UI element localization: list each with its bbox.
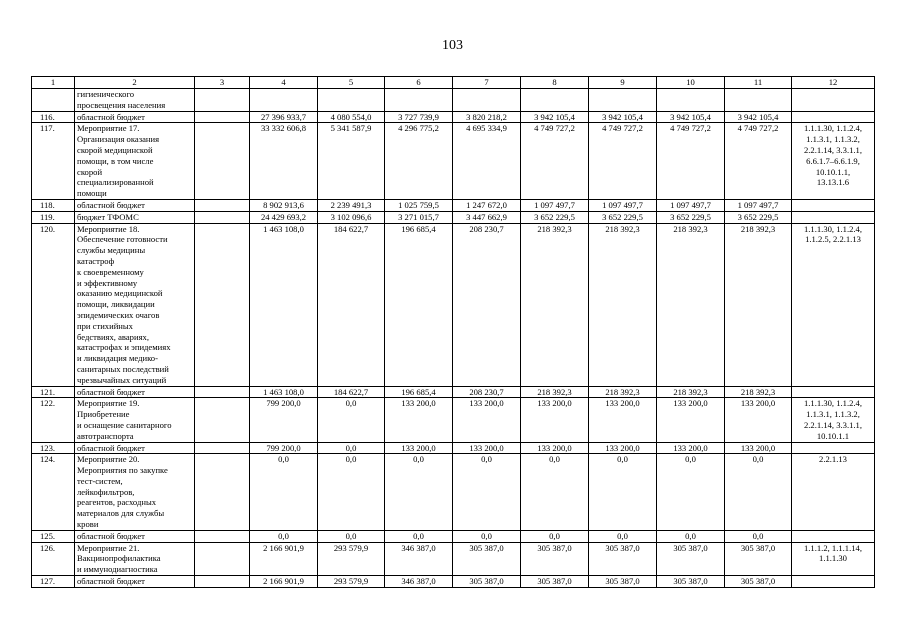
row-number: 119. xyxy=(32,211,75,223)
row-name: Мероприятие 18. Обеспечение готовности службы медицины катастроф к своевременному и эффективному оказанию медицинской помощи, ликвидации эпидемических очагов при стихийных бедствиях, авариях, катастрофах и эпидемиях и ликвидация медико- санитарных последствий чрезвычайных ситуаций xyxy=(75,223,195,386)
indicator-codes xyxy=(792,530,875,542)
amount-cell: 5 341 587,9 xyxy=(318,123,385,200)
amount-cell: 3 652 229,5 xyxy=(657,211,725,223)
cell-col3 xyxy=(195,211,250,223)
indicator-codes xyxy=(792,89,875,112)
indicator-codes: 2.2.1.13 xyxy=(792,454,875,531)
row-number: 121. xyxy=(32,386,75,398)
amount-cell: 3 652 229,5 xyxy=(589,211,657,223)
cell-col3 xyxy=(195,576,250,588)
indicator-codes xyxy=(792,211,875,223)
row-number: 118. xyxy=(32,199,75,211)
amount-cell: 305 387,0 xyxy=(453,576,521,588)
amount-cell: 0,0 xyxy=(453,530,521,542)
cell-col3 xyxy=(195,199,250,211)
amount-cell xyxy=(453,89,521,112)
column-header: 11 xyxy=(725,77,792,89)
row-number xyxy=(32,89,75,112)
table-row xyxy=(32,576,875,588)
amount-cell: 1 097 497,7 xyxy=(521,199,589,211)
amount-cell: 0,0 xyxy=(250,530,318,542)
column-header: 7 xyxy=(453,77,521,89)
amount-cell: 0,0 xyxy=(318,530,385,542)
amount-cell: 293 579,9 xyxy=(318,542,385,575)
amount-cell: 0,0 xyxy=(521,454,589,531)
column-header: 8 xyxy=(521,77,589,89)
amount-cell: 3 102 096,6 xyxy=(318,211,385,223)
cell-col3 xyxy=(195,223,250,386)
amount-cell: 3 942 105,4 xyxy=(725,111,792,123)
amount-cell: 1 097 497,7 xyxy=(589,199,657,211)
row-number: 117. xyxy=(32,123,75,200)
amount-cell: 27 396 933,7 xyxy=(250,111,318,123)
table-row xyxy=(32,211,875,223)
amount-cell: 0,0 xyxy=(589,454,657,531)
amount-cell: 133 200,0 xyxy=(657,442,725,454)
table-row xyxy=(32,111,875,123)
amount-cell: 184 622,7 xyxy=(318,223,385,386)
amount-cell: 133 200,0 xyxy=(521,442,589,454)
amount-cell: 0,0 xyxy=(657,454,725,531)
cell-col3 xyxy=(195,530,250,542)
amount-cell: 208 230,7 xyxy=(453,223,521,386)
table-row xyxy=(32,386,875,398)
amount-cell: 133 200,0 xyxy=(589,442,657,454)
amount-cell: 33 332 606,8 xyxy=(250,123,318,200)
indicator-codes xyxy=(792,576,875,588)
amount-cell: 305 387,0 xyxy=(657,576,725,588)
row-number: 124. xyxy=(32,454,75,531)
amount-cell: 133 200,0 xyxy=(725,442,792,454)
cell-col3 xyxy=(195,89,250,112)
amount-cell: 218 392,3 xyxy=(589,223,657,386)
amount-cell: 133 200,0 xyxy=(589,398,657,442)
amount-cell: 24 429 693,2 xyxy=(250,211,318,223)
amount-cell: 4 749 727,2 xyxy=(589,123,657,200)
amount-cell: 799 200,0 xyxy=(250,442,318,454)
indicator-codes: 1.1.1.30, 1.1.2.4, 1.1.3.1, 1.1.3.2, 2.2.1.14, 3.3.1.1, 6.6.1.7–6.6.1.9, 10.10.1.1, 13.13.1.6 xyxy=(792,123,875,200)
amount-cell: 3 942 105,4 xyxy=(657,111,725,123)
row-name: областной бюджет xyxy=(75,442,195,454)
table-row xyxy=(32,89,875,112)
amount-cell: 8 902 913,6 xyxy=(250,199,318,211)
amount-cell: 305 387,0 xyxy=(725,576,792,588)
amount-cell: 0,0 xyxy=(725,530,792,542)
row-name: Мероприятие 19. Приобретение и оснащение санитарного автотранспорта xyxy=(75,398,195,442)
amount-cell: 218 392,3 xyxy=(521,386,589,398)
row-name: гигиенического просвещения населения xyxy=(75,89,195,112)
table-row xyxy=(32,454,875,531)
amount-cell: 3 727 739,9 xyxy=(385,111,453,123)
amount-cell xyxy=(318,89,385,112)
amount-cell: 799 200,0 xyxy=(250,398,318,442)
cell-col3 xyxy=(195,542,250,575)
table-row xyxy=(32,542,875,575)
amount-cell xyxy=(657,89,725,112)
amount-cell: 3 271 015,7 xyxy=(385,211,453,223)
amount-cell: 2 166 901,9 xyxy=(250,542,318,575)
column-header: 3 xyxy=(195,77,250,89)
amount-cell: 218 392,3 xyxy=(725,223,792,386)
table-row xyxy=(32,199,875,211)
amount-cell: 0,0 xyxy=(385,454,453,531)
row-number: 122. xyxy=(32,398,75,442)
row-number: 116. xyxy=(32,111,75,123)
amount-cell: 1 463 108,0 xyxy=(250,386,318,398)
table-row xyxy=(32,530,875,542)
cell-col3 xyxy=(195,454,250,531)
column-number-row xyxy=(32,77,875,89)
amount-cell: 0,0 xyxy=(250,454,318,531)
cell-col3 xyxy=(195,123,250,200)
amount-cell: 218 392,3 xyxy=(657,223,725,386)
amount-cell: 133 200,0 xyxy=(453,442,521,454)
amount-cell: 305 387,0 xyxy=(453,542,521,575)
amount-cell: 3 942 105,4 xyxy=(589,111,657,123)
cell-col3 xyxy=(195,442,250,454)
amount-cell: 3 652 229,5 xyxy=(725,211,792,223)
indicator-codes xyxy=(792,442,875,454)
amount-cell: 4 296 775,2 xyxy=(385,123,453,200)
amount-cell: 133 200,0 xyxy=(725,398,792,442)
amount-cell: 1 025 759,5 xyxy=(385,199,453,211)
indicator-codes: 1.1.1.2, 1.1.1.14, 1.1.1.30 xyxy=(792,542,875,575)
indicator-codes xyxy=(792,386,875,398)
row-name: Мероприятие 17. Организация оказания скорой медицинской помощи, в том числе скорой специализированной помощи xyxy=(75,123,195,200)
amount-cell: 184 622,7 xyxy=(318,386,385,398)
amount-cell: 305 387,0 xyxy=(589,542,657,575)
amount-cell: 1 097 497,7 xyxy=(657,199,725,211)
amount-cell: 2 166 901,9 xyxy=(250,576,318,588)
row-number: 127. xyxy=(32,576,75,588)
cell-col3 xyxy=(195,386,250,398)
amount-cell: 218 392,3 xyxy=(657,386,725,398)
amount-cell: 4 749 727,2 xyxy=(521,123,589,200)
amount-cell: 133 200,0 xyxy=(385,442,453,454)
cell-col3 xyxy=(195,111,250,123)
amount-cell: 0,0 xyxy=(725,454,792,531)
amount-cell: 305 387,0 xyxy=(521,576,589,588)
amount-cell: 3 820 218,2 xyxy=(453,111,521,123)
amount-cell: 1 097 497,7 xyxy=(725,199,792,211)
column-header: 1 xyxy=(32,77,75,89)
column-header: 12 xyxy=(792,77,875,89)
amount-cell xyxy=(250,89,318,112)
amount-cell xyxy=(385,89,453,112)
amount-cell: 346 387,0 xyxy=(385,576,453,588)
amount-cell: 305 387,0 xyxy=(521,542,589,575)
row-name: Мероприятие 21. Вакцинопрофилактика и иммунодиагностика xyxy=(75,542,195,575)
table-row xyxy=(32,398,875,442)
amount-cell: 0,0 xyxy=(521,530,589,542)
amount-cell: 0,0 xyxy=(318,442,385,454)
amount-cell: 346 387,0 xyxy=(385,542,453,575)
amount-cell: 0,0 xyxy=(318,454,385,531)
amount-cell: 3 942 105,4 xyxy=(521,111,589,123)
amount-cell: 218 392,3 xyxy=(725,386,792,398)
column-header: 2 xyxy=(75,77,195,89)
cell-col3 xyxy=(195,398,250,442)
amount-cell: 0,0 xyxy=(657,530,725,542)
amount-cell: 196 685,4 xyxy=(385,386,453,398)
column-header: 10 xyxy=(657,77,725,89)
amount-cell: 0,0 xyxy=(589,530,657,542)
amount-cell: 2 239 491,3 xyxy=(318,199,385,211)
amount-cell: 4 749 727,2 xyxy=(657,123,725,200)
indicator-codes xyxy=(792,199,875,211)
row-name: бюджет ТФОМС xyxy=(75,211,195,223)
budget-table xyxy=(31,76,875,588)
indicator-codes xyxy=(792,111,875,123)
table-row xyxy=(32,223,875,386)
amount-cell: 0,0 xyxy=(318,398,385,442)
indicator-codes: 1.1.1.30, 1.1.2.4, 1.1.2.5, 2.2.1.13 xyxy=(792,223,875,386)
table-row xyxy=(32,442,875,454)
amount-cell xyxy=(589,89,657,112)
indicator-codes: 1.1.1.30, 1.1.2.4, 1.1.3.1, 1.1.3.2, 2.2.1.14, 3.3.1.1, 10.10.1.1 xyxy=(792,398,875,442)
amount-cell: 218 392,3 xyxy=(589,386,657,398)
row-name: областной бюджет xyxy=(75,576,195,588)
amount-cell: 133 200,0 xyxy=(453,398,521,442)
column-header: 6 xyxy=(385,77,453,89)
row-name: Мероприятие 20. Мероприятия по закупке тест-систем, лейкофильтров, реагентов, расходных материалов для службы крови xyxy=(75,454,195,531)
page-number: 103 xyxy=(442,38,463,53)
row-name: областной бюджет xyxy=(75,111,195,123)
amount-cell xyxy=(725,89,792,112)
row-name: областной бюджет xyxy=(75,386,195,398)
column-header: 9 xyxy=(589,77,657,89)
amount-cell: 4 695 334,9 xyxy=(453,123,521,200)
row-number: 123. xyxy=(32,442,75,454)
row-number: 120. xyxy=(32,223,75,386)
amount-cell: 0,0 xyxy=(385,530,453,542)
amount-cell: 133 200,0 xyxy=(385,398,453,442)
row-number: 126. xyxy=(32,542,75,575)
row-name: областной бюджет xyxy=(75,199,195,211)
row-name: областной бюджет xyxy=(75,530,195,542)
amount-cell: 218 392,3 xyxy=(521,223,589,386)
amount-cell: 0,0 xyxy=(453,454,521,531)
amount-cell xyxy=(521,89,589,112)
amount-cell: 293 579,9 xyxy=(318,576,385,588)
amount-cell: 208 230,7 xyxy=(453,386,521,398)
row-number: 125. xyxy=(32,530,75,542)
amount-cell: 196 685,4 xyxy=(385,223,453,386)
column-header: 5 xyxy=(318,77,385,89)
amount-cell: 1 247 672,0 xyxy=(453,199,521,211)
amount-cell: 305 387,0 xyxy=(725,542,792,575)
amount-cell: 305 387,0 xyxy=(589,576,657,588)
amount-cell: 133 200,0 xyxy=(657,398,725,442)
amount-cell: 4 749 727,2 xyxy=(725,123,792,200)
column-header: 4 xyxy=(250,77,318,89)
amount-cell: 3 447 662,9 xyxy=(453,211,521,223)
amount-cell: 4 080 554,0 xyxy=(318,111,385,123)
amount-cell: 1 463 108,0 xyxy=(250,223,318,386)
amount-cell: 305 387,0 xyxy=(657,542,725,575)
table-body xyxy=(32,77,875,588)
amount-cell: 3 652 229,5 xyxy=(521,211,589,223)
table-row xyxy=(32,123,875,200)
amount-cell: 133 200,0 xyxy=(521,398,589,442)
